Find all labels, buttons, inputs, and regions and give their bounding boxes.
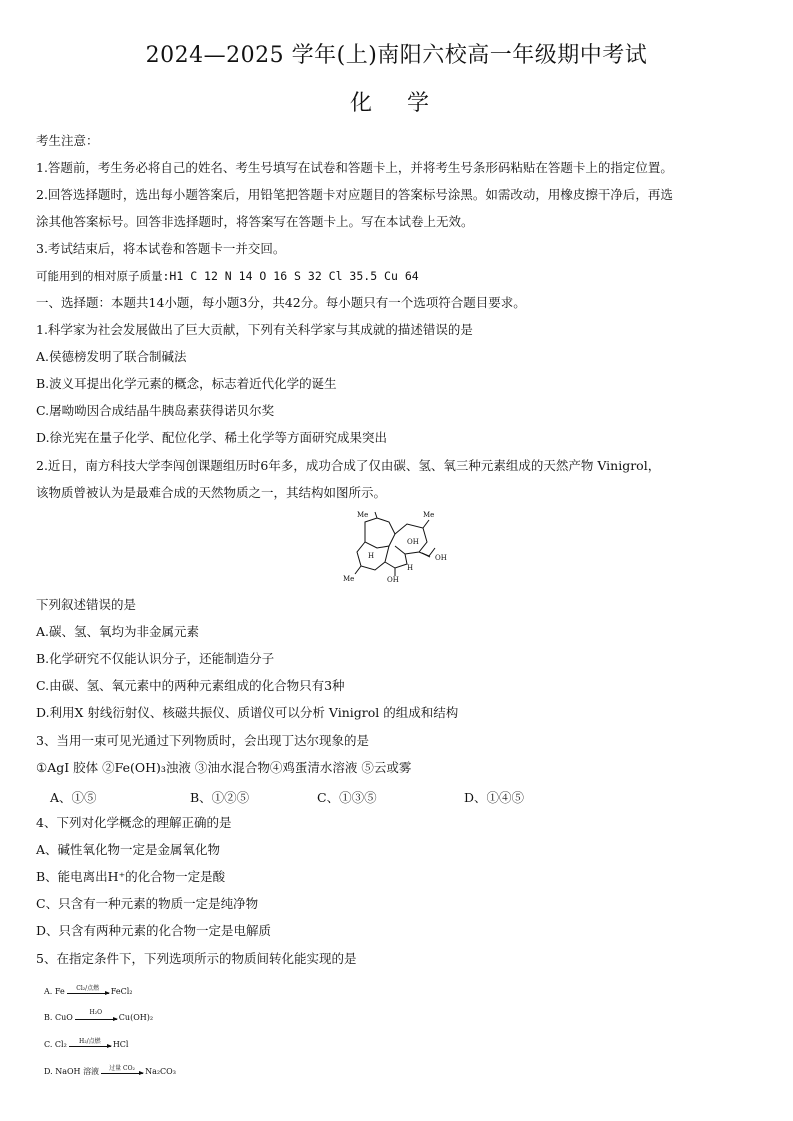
- q3-option-b: B、①②⑤: [190, 790, 250, 805]
- notice-item-2: 2.回答选择题时，选出每小题答案后，用铅笔把答题卡对应题目的答案标号涂黑。如需改动，用橡皮擦干净后，再选: [36, 187, 673, 202]
- q5-reaction-b: [44, 1009, 154, 1022]
- q5-d-reactant: D. NaOH 溶液: [44, 1067, 100, 1076]
- q3-items: ①AgI 胶体 ②Fe(OH)₃浊液 ③油水混合物④鸡蛋清水溶液 ⑤云或雾: [36, 760, 412, 775]
- q2-option-b: B.化学研究不仅能认识分子，还能制造分子: [36, 651, 275, 666]
- q2-option-a: A.碳、氢、氧均为非金属元素: [36, 624, 200, 639]
- exam-title: 2024—2025 学年(上)南阳六校高一年级期中考试: [145, 43, 648, 68]
- q4-option-b: B、能电离出H⁺的化合物一定是酸: [36, 869, 226, 884]
- q5-b-arrow: [75, 1009, 117, 1022]
- notice-item-2-cont: 涂其他答案标号。回答非选择题时，将答案写在答题卡上。写在本试卷上无效。: [36, 214, 474, 229]
- q5-a-reactant: A. Fe: [44, 987, 65, 996]
- q5-c-product: HCl: [112, 1040, 129, 1049]
- q5-c-condition: H₂/点燃: [78, 1038, 101, 1045]
- q5-a-product: FeCl₂: [110, 987, 133, 996]
- q1-stem: 1.科学家为社会发展做出了巨大贡献，下列有关科学家与其成就的描述错误的是: [36, 322, 473, 337]
- q2-stem-line2: 该物质曾被认为是最难合成的天然物质之一，其结构如图所示。: [36, 485, 387, 500]
- q5-d-arrow: [101, 1065, 143, 1076]
- q5-c-reactant: C. Cl₂: [44, 1040, 67, 1049]
- section-heading: 一、选择题：本题共14小题，每小题3分，共42分。每小题只有一个选项符合题目要求。: [36, 295, 526, 310]
- vinigrol-structure-diagram: [335, 508, 455, 590]
- label-oh-right: OH: [435, 554, 447, 562]
- atomic-mass-line: 可能用到的相对原子质量:H1 C 12 N 14 O 16 S 32 Cl 35.5 Cu 64: [36, 269, 419, 283]
- q4-option-a: A、碱性氧化物一定是金属氧化物: [36, 842, 221, 857]
- q5-stem: 5、在指定条件下，下列选项所示的物质间转化能实现的是: [36, 951, 357, 966]
- label-oh-bottom: OH: [387, 576, 399, 584]
- q2-option-c: C.由碳、氢、氧元素中的两种元素组成的化合物只有3种: [36, 678, 345, 693]
- q5-reaction-a: [44, 987, 132, 996]
- q1-option-a: A.侯德榜发明了联合制碱法: [36, 349, 187, 364]
- q5-d-condition: 过量 CO₂: [109, 1065, 135, 1072]
- q1-option-b: B.波义耳提出化学元素的概念，标志着近代化学的诞生: [36, 376, 337, 391]
- q1-option-d: D.徐光宪在量子化学、配位化学、稀土化学等方面研究成果突出: [36, 430, 388, 445]
- q5-reaction-c: [44, 1040, 128, 1049]
- notice-item-1: 1.答题前，考生务必将自己的姓名、考生号填写在试卷和答题卡上，并将考生号条形码粘贴在答题卡上的指定位置。: [36, 160, 673, 175]
- q1-option-c: C.屠呦呦因合成结晶牛胰岛素获得诺贝尔奖: [36, 403, 275, 418]
- q5-d-product: Na₂CO₃: [145, 1067, 176, 1076]
- notice-heading: 考生注意：: [36, 133, 99, 148]
- notice-item-3: 3.考试结束后，将本试卷和答题卡一并交回。: [36, 241, 286, 256]
- q3-stem: 3、当用一束可见光通过下列物质时，会出现丁达尔现象的是: [36, 733, 369, 748]
- q2-option-d: D.利用X 射线衍射仪、核磁共振仪、质谱仪可以分析 Vinigrol 的组成和结构: [36, 705, 459, 720]
- label-me-top-right: Me: [423, 511, 435, 519]
- subject-title: 化 学: [350, 91, 443, 116]
- q4-option-d: D、只含有两种元素的化合物一定是电解质: [36, 923, 272, 938]
- q2-stem-line1: 2.近日，南方科技大学李闯创课题组历时6年多，成功合成了仅由碳、氢、氧三种元素组成的天然产物 Vinigrol，: [36, 458, 661, 473]
- q5-b-product: Cu(OH)₂: [118, 1013, 154, 1022]
- q5-b-reactant: B. CuO: [44, 1013, 73, 1022]
- q5-b-condition: H₂O: [89, 1009, 103, 1016]
- label-me-bottom: Me: [343, 575, 355, 583]
- q5-reaction-d: [44, 1066, 176, 1077]
- q5-a-condition: Cl₂/点燃: [76, 985, 100, 992]
- q2-prompt: 下列叙述错误的是: [36, 597, 137, 612]
- label-me-top-left: Me: [357, 511, 369, 519]
- q5-a-arrow: [67, 985, 109, 996]
- q3-option-a: A、①⑤: [50, 790, 97, 805]
- q3-option-c: C、①③⑤: [317, 790, 377, 805]
- q5-c-arrow: [69, 1038, 111, 1049]
- q4-stem: 4、下列对化学概念的理解正确的是: [36, 815, 232, 830]
- q3-option-d: D、①④⑤: [464, 790, 525, 805]
- label-oh-center: OH: [407, 538, 419, 546]
- label-h-right: H: [407, 564, 414, 572]
- q4-option-c: C、只含有一种元素的物质一定是纯净物: [36, 896, 259, 911]
- label-h-left: H: [368, 552, 375, 560]
